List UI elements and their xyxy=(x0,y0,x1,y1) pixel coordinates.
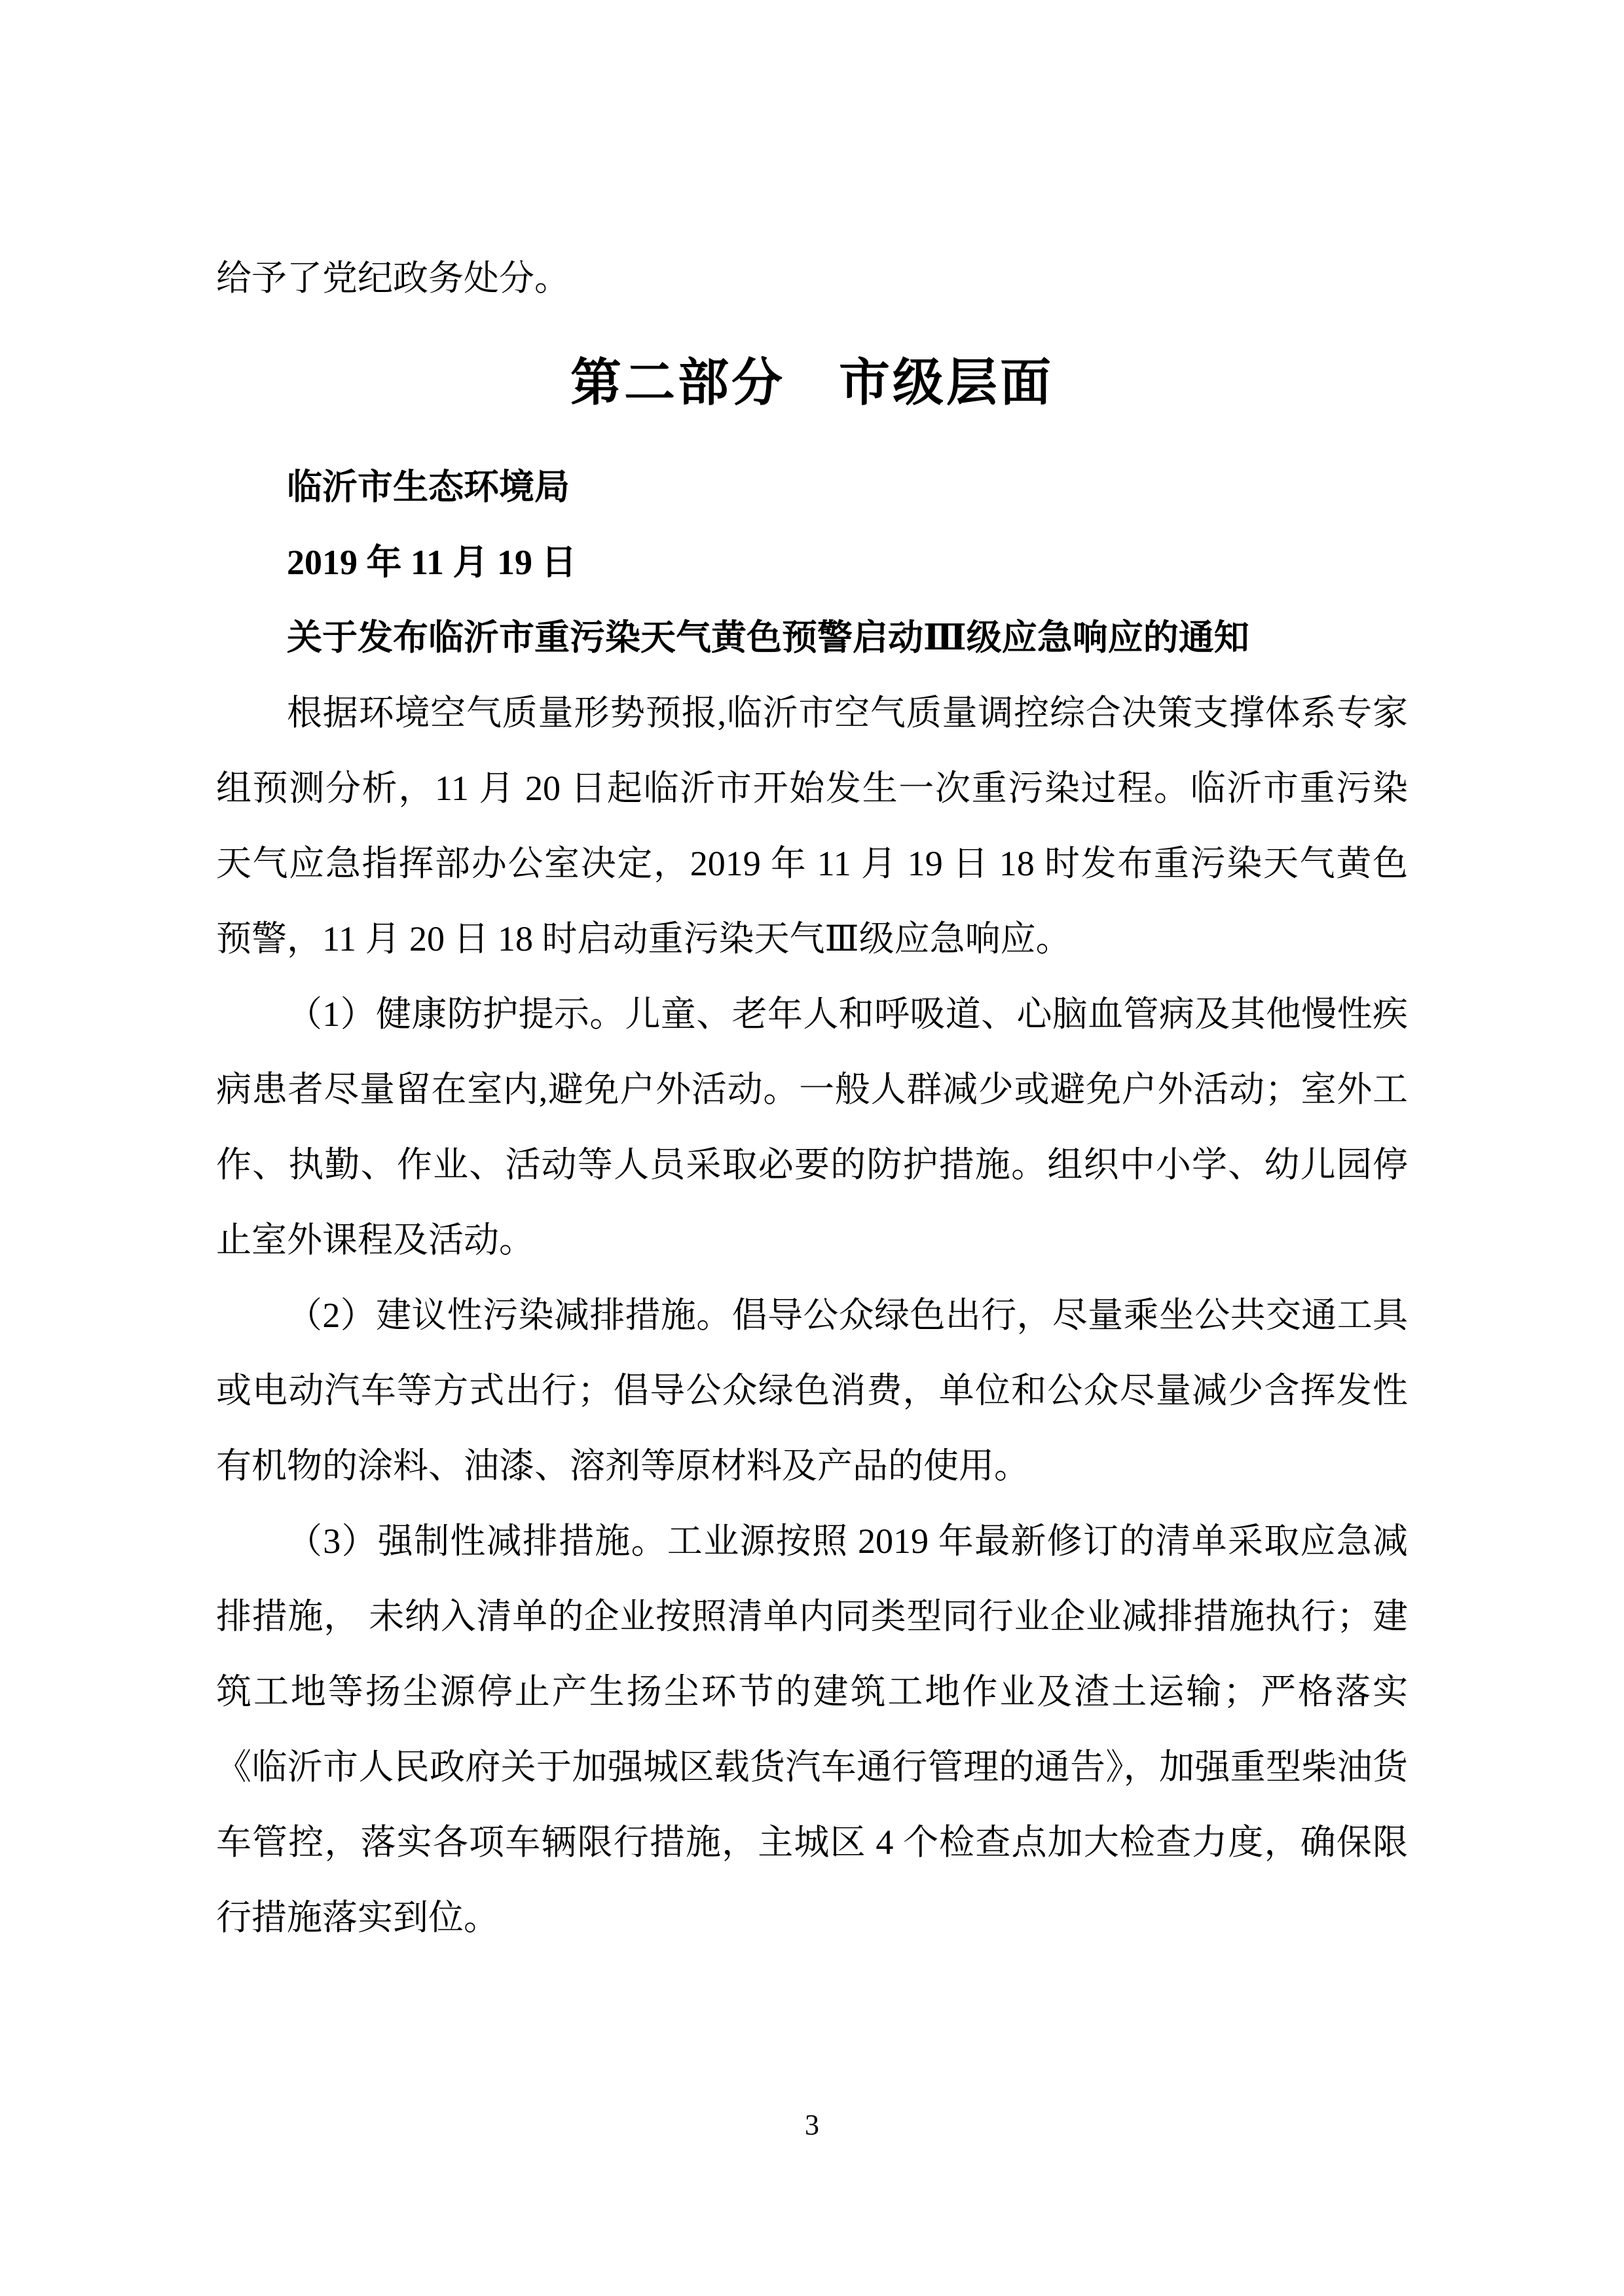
section-heading: 第二部分 市级层面 xyxy=(570,354,1054,411)
continuation-paragraph: 给予了党纪政务处分。 xyxy=(216,259,570,298)
notice-paragraph-4: （3）强制性减排措施。工业源按照 2019 年最新修订的清单采取应急减排措施， 未纳入清单的企业按照清单内同类型同行业企业减排措施执行；建筑工地等扬尘源停止产生扬尘环节的建筑工地作业及渣土运输；严格落实《临沂市人民政府关于加强城区载货汽车通行管理的通告》，加强重型柴油货车管控，落实各项车辆限行措施，主城区 4 个检查点加大检查力度，确保限行措施落实到位。 xyxy=(216,1522,1408,1937)
page-number: 3 xyxy=(805,2109,819,2141)
notice-paragraph-2: （1）健康防护提示。儿童、老年人和呼吸道、心脑血管病及其他慢性疾病患者尽量留在室内,避免户外活动。一般人群减少或避免户外活动；室外工作、执勤、作业、活动等人员采取必要的防护措施。组织中小学、幼儿园停止室外课程及活动。 xyxy=(216,994,1408,1260)
notice-paragraph-3: （2）建议性污染减排措施。倡导公众绿色出行，尽量乘坐公共交通工具或电动汽车等方式出行；倡导公众绿色消费，单位和公众尽量减少含挥发性有机物的涂料、油漆、溶剂等原材料及产品的使用。 xyxy=(216,1296,1408,1485)
notice-paragraph-1: 根据环境空气质量形势预报,临沂市空气质量调控综合决策支撑体系专家组预测分析，11 月 20 日起临沂市开始发生一次重污染过程。临沂市重污染天气应急指挥部办公室决定，2019 年 11 月 19 日 18 时发布重污染天气黄色预警，11 月 20 日 18 时启动重污染天气Ⅲ级应急响应。 xyxy=(216,693,1408,958)
agency-name: 临沂市生态环境局 xyxy=(287,467,570,507)
notice-date: 2019 年 11 月 19 日 xyxy=(287,543,577,582)
document-body xyxy=(216,241,1408,1956)
notice-title: 关于发布临沂市重污染天气黄色预警启动Ⅲ级应急响应的通知 xyxy=(287,618,1249,657)
